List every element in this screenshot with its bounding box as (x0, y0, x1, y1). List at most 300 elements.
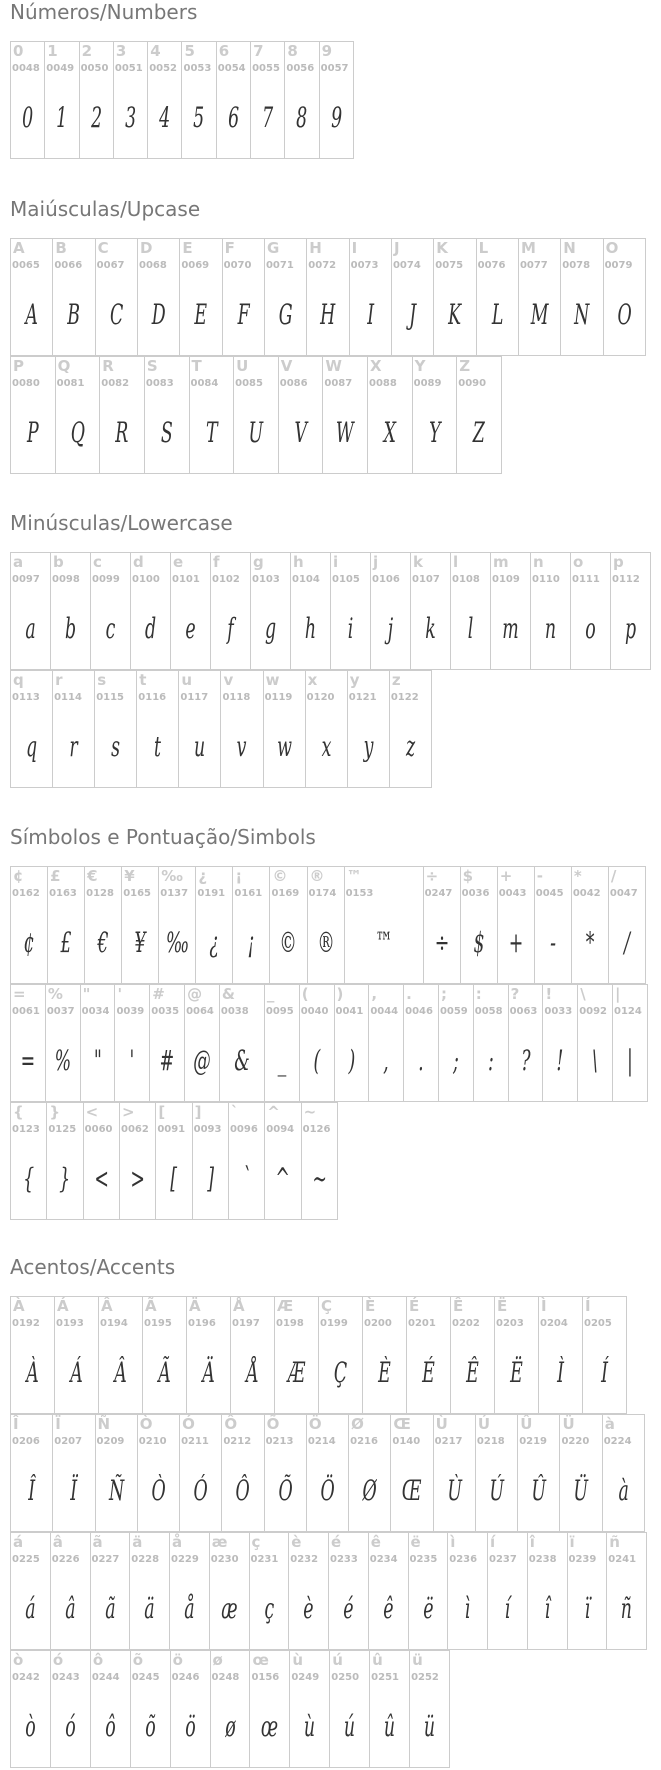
glyph-cell (53, 671, 95, 788)
glyph-char-label: ê (370, 1533, 381, 1551)
glyph-sample: m (502, 612, 519, 645)
glyph-code: 0233 (330, 1554, 358, 1565)
glyph-cell (434, 1415, 476, 1532)
glyph-cell (572, 867, 609, 984)
glyph-char-label: Ü (562, 1415, 575, 1433)
glyph-code: 0088 (369, 378, 397, 389)
glyph-cell (115, 985, 150, 1102)
glyph-char-label: Â (101, 1297, 113, 1315)
glyph-char-label: í (490, 1533, 496, 1551)
glyph-code: 0069 (181, 260, 210, 271)
glyph-code: 0211 (181, 1436, 209, 1447)
glyph-cell (371, 553, 411, 670)
glyph-code: 0047 (609, 888, 638, 899)
glyph-code: 0248 (211, 1672, 240, 1683)
glyph-char-label: ` (230, 1103, 239, 1121)
glyph-sample: [ (170, 1162, 178, 1195)
glyph-cell (448, 1533, 488, 1650)
glyph-char-label: ‰ (161, 867, 183, 885)
glyph-grid-row (10, 1102, 338, 1220)
glyph-code: 0118 (222, 692, 251, 703)
glyph-cell (345, 867, 424, 984)
glyph-cell (289, 1533, 329, 1650)
glyph-cell (170, 1533, 210, 1650)
glyph-cell (11, 42, 45, 159)
glyph-cell (11, 867, 48, 984)
glyph-grid-row (10, 41, 354, 159)
glyph-char-label: n (533, 553, 544, 571)
glyph-cell (461, 867, 498, 984)
glyph-char-label: ú (332, 1651, 343, 1669)
glyph-cell (53, 239, 95, 356)
glyph-sample: ` (242, 1162, 251, 1195)
glyph-sample: t (154, 730, 162, 763)
glyph-sample: Á (70, 1356, 83, 1389)
glyph-sample: ~ (312, 1162, 327, 1195)
glyph-cell (348, 671, 390, 788)
glyph-code: 0161 (234, 888, 263, 899)
glyph-cell (368, 357, 413, 474)
glyph-cell (519, 239, 561, 356)
glyph-sample: r (69, 730, 78, 763)
glyph-cell (451, 553, 491, 670)
glyph-char-label: Ø (351, 1415, 364, 1433)
glyph-cell (131, 553, 171, 670)
glyph-cell (363, 1297, 407, 1414)
glyph-code: 0087 (324, 378, 353, 389)
glyph-char-label: > (121, 1103, 135, 1121)
glyph-cell (350, 239, 392, 356)
glyph-char-label: Û (520, 1415, 533, 1433)
glyph-code: 0231 (250, 1554, 279, 1565)
glyph-cell (53, 1415, 95, 1532)
glyph-cell (99, 1297, 143, 1414)
glyph-sample: È (378, 1356, 391, 1389)
glyph-char-label: M (520, 239, 536, 257)
glyph-sample: Ä (202, 1356, 215, 1389)
glyph-char-label: Õ (266, 1415, 280, 1433)
glyph-char-label: x (307, 671, 318, 689)
glyph-code: 0045 (535, 888, 564, 899)
glyph-cell (308, 867, 345, 984)
glyph-char-label: . (406, 985, 412, 1003)
glyph-code: 0239 (568, 1554, 597, 1565)
glyph-char-label: ü (412, 1651, 423, 1669)
glyph-code: 0086 (279, 378, 308, 389)
glyph-char-label: 7 (253, 42, 264, 60)
glyph-cell (251, 553, 291, 670)
glyph-cell (609, 867, 646, 984)
glyph-code: 0218 (476, 1436, 505, 1447)
glyph-char-label: O (605, 239, 619, 257)
glyph-cell (80, 42, 114, 159)
glyph-char-label: J (393, 239, 400, 257)
glyph-cell (451, 1297, 495, 1414)
glyph-code: 0063 (509, 1006, 538, 1017)
glyph-code: 0216 (350, 1436, 378, 1447)
glyph-cell (329, 1533, 369, 1650)
glyph-sample: ! (556, 1044, 564, 1077)
glyph-char-label: À (13, 1297, 25, 1315)
glyph-sample: H (320, 298, 336, 331)
glyph-code: 0064 (186, 1006, 214, 1017)
glyph-sample: æ (220, 1592, 238, 1625)
glyph-code: 0033 (544, 1006, 573, 1017)
glyph-cell (156, 1103, 192, 1220)
glyph-cell (528, 1533, 568, 1650)
glyph-code: 0251 (371, 1672, 399, 1683)
glyph-char-label: j (373, 553, 379, 571)
glyph-code: 0085 (235, 378, 263, 389)
glyph-char-label: ï (569, 1533, 575, 1551)
glyph-char-label: ¿ (198, 867, 208, 885)
glyph-cell (491, 553, 531, 670)
glyph-sample: Ò (151, 1474, 166, 1507)
glyph-sample: ‰ (166, 926, 190, 959)
glyph-sample: f (227, 612, 234, 645)
glyph-code: 0034 (81, 1006, 110, 1017)
glyph-char-label: z (391, 671, 401, 689)
glyph-cell (11, 357, 56, 474)
glyph-cell (11, 671, 53, 788)
glyph-code: 0226 (51, 1554, 80, 1565)
glyph-code: 0076 (477, 260, 506, 271)
glyph-code: 0225 (12, 1554, 40, 1565)
glyph-cell (210, 1533, 250, 1650)
glyph-char-label: } (49, 1103, 61, 1121)
glyph-char-label: { (13, 1103, 24, 1121)
glyph-cell (571, 553, 611, 670)
glyph-sample: u (194, 730, 206, 763)
glyph-char-label: Ñ (97, 1415, 111, 1433)
glyph-sample: é (343, 1592, 354, 1625)
glyph-cell (265, 985, 300, 1102)
glyph-char-label: # (152, 985, 165, 1003)
glyph-cell (509, 985, 544, 1102)
glyph-cell (56, 357, 101, 474)
glyph-code: 0206 (12, 1436, 40, 1447)
glyph-sample: Ë (510, 1356, 523, 1389)
glyph-code: 0235 (409, 1554, 438, 1565)
glyph-char-label: S (146, 357, 158, 375)
glyph-code: 0051 (114, 63, 143, 74)
glyph-char-label: X (370, 357, 382, 375)
glyph-code: 0238 (528, 1554, 557, 1565)
glyph-sample: . (418, 1044, 424, 1077)
glyph-sample: Ã (158, 1356, 171, 1389)
glyph-char-label: ¡ (235, 867, 243, 885)
glyph-char-label: s (97, 671, 107, 689)
glyph-cell (265, 1415, 307, 1532)
glyph-code: 0214 (307, 1436, 336, 1447)
glyph-code: 0100 (132, 574, 160, 585)
glyph-grid-row (10, 866, 646, 984)
glyph-char-label: Y (414, 357, 426, 375)
glyph-cell (578, 985, 613, 1102)
glyph-char-label: V (280, 357, 293, 375)
glyph-code: 0205 (584, 1318, 612, 1329)
glyph-sample: Ù (446, 1474, 462, 1507)
glyph-char-label: å (172, 1533, 183, 1551)
glyph-char-label: K (436, 239, 448, 257)
glyph-code: 0169 (271, 888, 300, 899)
glyph-sample: Õ (278, 1474, 293, 1507)
glyph-char-label: * (573, 867, 582, 885)
glyph-char-label: | (615, 985, 621, 1003)
glyph-grid-row (10, 238, 646, 356)
glyph-sample: U (248, 416, 264, 449)
glyph-sample: ù (304, 1710, 316, 1743)
glyph-sample: ^ (275, 1162, 291, 1195)
glyph-grid-row (10, 1650, 450, 1768)
glyph-char-label: ö (172, 1651, 183, 1669)
glyph-cell (539, 1297, 583, 1414)
glyph-sample: 6 (227, 101, 239, 134)
glyph-char-label: R (102, 357, 114, 375)
glyph-sample: Q (70, 416, 85, 449)
glyph-cell (114, 42, 148, 159)
glyph-cell (560, 1415, 602, 1532)
glyph-cell (543, 985, 578, 1102)
glyph-code: 0114 (54, 692, 82, 703)
glyph-char-label: Ì (541, 1297, 547, 1315)
glyph-sample: 5 (193, 101, 205, 134)
glyph-cell (390, 671, 432, 788)
glyph-sample: Ê (466, 1356, 479, 1389)
glyph-cell (270, 867, 307, 984)
glyph-sample: 1 (56, 101, 68, 134)
glyph-code: 0110 (532, 574, 560, 585)
glyph-cell (392, 239, 434, 356)
glyph-sample: z (405, 730, 415, 763)
glyph-sample: P (26, 416, 39, 449)
glyph-char-label: q (13, 671, 24, 689)
glyph-sample: A (25, 298, 38, 331)
glyph-cell (138, 1415, 180, 1532)
glyph-code: 0046 (405, 1006, 433, 1017)
glyph-code: 0050 (80, 63, 109, 74)
glyph-char-label: L (478, 239, 489, 257)
glyph-sample: / (623, 926, 630, 959)
glyph-sample: ; (452, 1044, 459, 1077)
glyph-char-label: è (291, 1533, 302, 1551)
glyph-code: 0079 (604, 260, 633, 271)
glyph-sample: ' (129, 1044, 135, 1077)
glyph-char-label: ® (309, 867, 325, 885)
glyph-sample: o (585, 612, 596, 645)
glyph-sample: 3 (125, 101, 137, 134)
glyph-cell (300, 985, 335, 1102)
glyph-char-label: b (53, 553, 64, 571)
glyph-cell (130, 1533, 170, 1650)
glyph-cell (122, 867, 159, 984)
glyph-char-label: / (610, 867, 617, 885)
glyph-cell (611, 553, 651, 670)
glyph-cell (55, 1297, 99, 1414)
glyph-sample: w (276, 730, 292, 763)
glyph-char-label: ô (92, 1651, 104, 1669)
glyph-sample: V (294, 416, 307, 449)
glyph-cell (413, 357, 458, 474)
glyph-cell (369, 985, 404, 1102)
glyph-code: 0095 (265, 1006, 294, 1017)
glyph-char-label: e (173, 553, 184, 571)
glyph-code: 0252 (411, 1672, 439, 1683)
glyph-cell (11, 1415, 53, 1532)
glyph-sample: ( (313, 1044, 320, 1077)
glyph-char-label: ù (292, 1651, 304, 1669)
glyph-char-label: m (493, 553, 509, 571)
section-title: Acentos/Accents (10, 1255, 176, 1279)
glyph-code: 0038 (220, 1006, 249, 1017)
glyph-char-label: € (87, 867, 98, 885)
glyph-sample: Â (114, 1356, 127, 1389)
glyph-sample: ¥ (134, 926, 146, 959)
glyph-char-label: W (325, 357, 342, 375)
glyph-cell (148, 42, 182, 159)
glyph-sample: s (111, 730, 121, 763)
glyph-code: 0119 (264, 692, 293, 703)
glyph-code: 0061 (12, 1006, 40, 1017)
glyph-cell (145, 357, 190, 474)
glyph-sample: Z (473, 416, 486, 449)
glyph-code: 0246 (171, 1672, 200, 1683)
glyph-char-label: 4 (150, 42, 161, 60)
glyph-cell (217, 42, 251, 159)
glyph-sample: O (617, 298, 632, 331)
glyph-code: 0244 (91, 1672, 120, 1683)
glyph-char-label: = (13, 985, 26, 1003)
glyph-cell (150, 985, 185, 1102)
glyph-cell (275, 1297, 319, 1414)
glyph-char-label: f (213, 553, 220, 571)
glyph-char-label: U (236, 357, 249, 375)
glyph-sample: @ (193, 1044, 211, 1077)
glyph-code: 0191 (197, 888, 226, 899)
glyph-char-label: Ù (435, 1415, 448, 1433)
glyph-sample: q (25, 730, 38, 763)
glyph-cell (222, 1415, 264, 1532)
glyph-cell (331, 553, 371, 670)
glyph-code: 0068 (138, 260, 167, 271)
glyph-sample: Ì (557, 1356, 564, 1389)
glyph-cell (250, 1651, 290, 1768)
glyph-char-label: [ (158, 1103, 166, 1121)
glyph-code: 0209 (96, 1436, 125, 1447)
glyph-sample: Û (531, 1474, 547, 1507)
glyph-sample: í (504, 1592, 511, 1625)
glyph-code: 0106 (372, 574, 400, 585)
glyph-cell (307, 239, 349, 356)
glyph-cell (410, 1651, 450, 1768)
section-title: Maiúsculas/Upcase (10, 197, 201, 221)
glyph-cell (250, 1533, 290, 1650)
glyph-cell (11, 1651, 51, 1768)
glyph-cell (370, 1651, 410, 1768)
glyph-char-label: ÷ (425, 867, 439, 885)
glyph-char-label: ( (301, 985, 309, 1003)
glyph-sample: è (303, 1592, 314, 1625)
glyph-cell (143, 1297, 187, 1414)
glyph-cell (498, 867, 535, 984)
glyph-sample: % (54, 1044, 71, 1077)
glyph-char-label: % (47, 985, 63, 1003)
glyph-char-label: : (475, 985, 482, 1003)
glyph-code: 0207 (54, 1436, 83, 1447)
glyph-cell (11, 1297, 55, 1414)
glyph-code: 0044 (370, 1006, 399, 1017)
glyph-sample: ê (382, 1592, 394, 1625)
glyph-sample: G (278, 298, 293, 331)
glyph-char-label: à (604, 1415, 615, 1433)
glyph-sample: ¢ (23, 926, 35, 959)
glyph-char-label: H (309, 239, 322, 257)
glyph-sample: á (25, 1592, 36, 1625)
glyph-cell (190, 357, 235, 474)
glyph-sample: ñ (621, 1592, 633, 1625)
glyph-sample: F (237, 298, 250, 331)
glyph-sample: e (185, 612, 196, 645)
glyph-cell (47, 1103, 83, 1220)
glyph-sample: , (383, 1044, 389, 1077)
glyph-code: 0228 (131, 1554, 160, 1565)
glyph-code: 0219 (519, 1436, 548, 1447)
glyph-sample: _ (277, 1044, 287, 1077)
glyph-code: 0113 (12, 692, 40, 703)
glyph-sample: ö (184, 1710, 196, 1743)
glyph-code: 0241 (608, 1554, 637, 1565)
glyph-sample: & (234, 1044, 250, 1077)
glyph-code: 0125 (48, 1124, 77, 1135)
glyph-char-label: + (499, 867, 513, 885)
glyph-char-label: G (266, 239, 280, 257)
glyph-sample: ô (105, 1710, 116, 1743)
glyph-sample: Ó (193, 1474, 208, 1507)
glyph-code: 0055 (252, 63, 280, 74)
glyph-cell (291, 553, 331, 670)
glyph-cell (603, 1415, 645, 1532)
glyph-sample: j (387, 612, 394, 645)
glyph-char-label: Ï (55, 1415, 61, 1433)
glyph-code: 0250 (331, 1672, 360, 1683)
glyph-char-label: ™ (346, 867, 362, 885)
glyph-code: 0153 (345, 888, 374, 899)
glyph-cell (11, 1103, 47, 1220)
glyph-sample: c (105, 612, 116, 645)
glyph-code: 0073 (350, 260, 379, 271)
glyph-char-label: ç (251, 1533, 261, 1551)
glyph-cell (320, 42, 354, 159)
glyph-code: 0128 (86, 888, 114, 899)
glyph-sample: } (59, 1162, 71, 1195)
glyph-code: 0062 (120, 1124, 149, 1135)
glyph-cell (535, 867, 572, 984)
glyph-char-label: ì (450, 1533, 456, 1551)
glyph-sample: S (160, 416, 173, 449)
glyph-char-label: ] (194, 1103, 202, 1121)
glyph-grid-row (10, 1414, 645, 1532)
glyph-sample: I (366, 298, 374, 331)
glyph-cell (407, 1297, 451, 1414)
glyph-char-label: Ä (189, 1297, 201, 1315)
glyph-code: 0070 (223, 260, 252, 271)
glyph-char-label: 0 (13, 42, 24, 60)
glyph-code: 0196 (188, 1318, 216, 1329)
glyph-char-label: É (409, 1297, 420, 1315)
glyph-sample: E (194, 298, 208, 331)
glyph-cell (45, 42, 79, 159)
glyph-char-label: Q (57, 357, 71, 375)
